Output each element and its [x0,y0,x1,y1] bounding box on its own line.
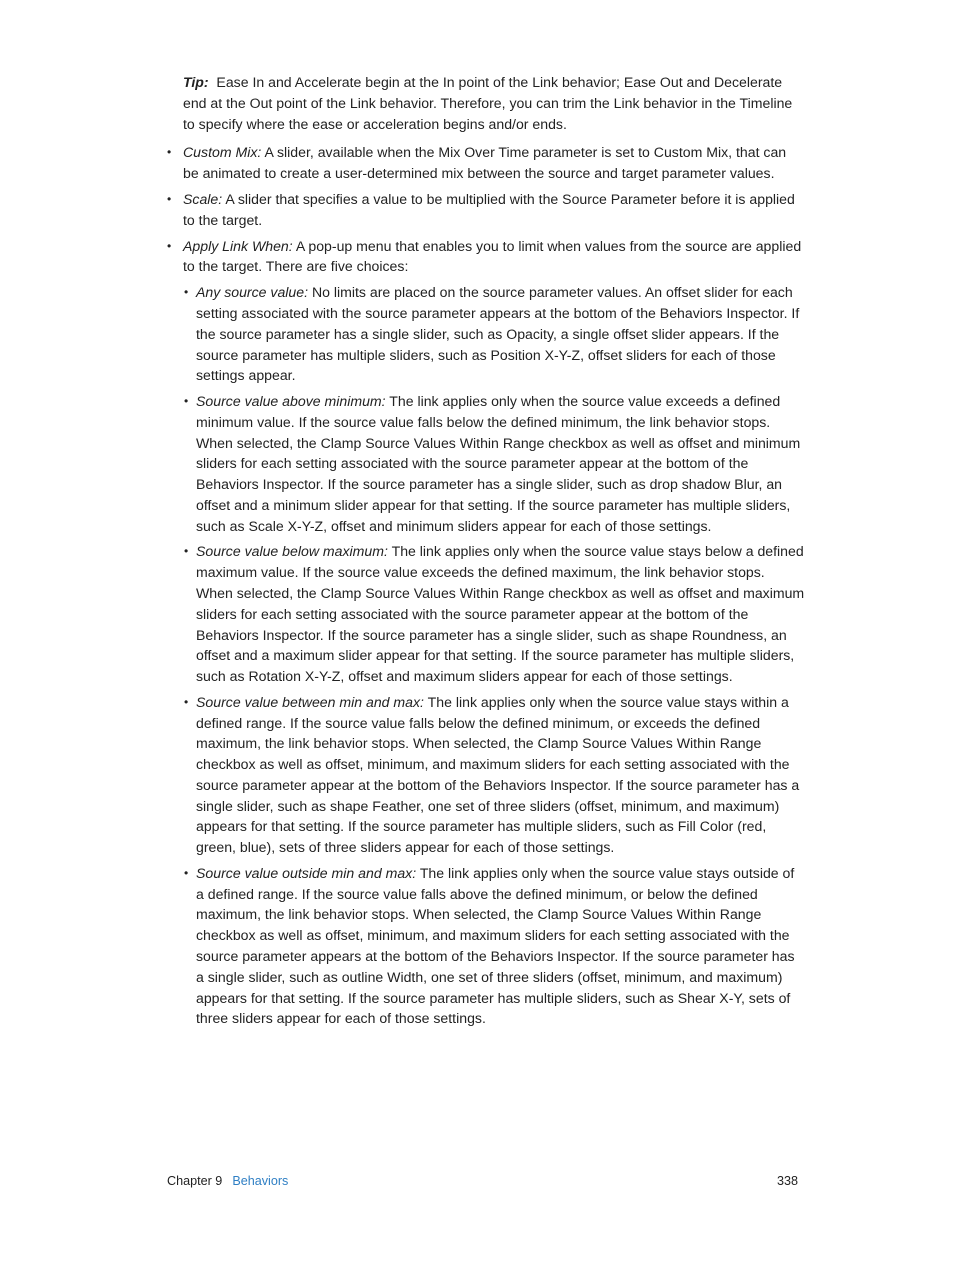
choice-below-maximum [183,541,805,687]
choice-outside-min-max [183,863,805,1029]
choice-term: Any source value: [196,284,309,301]
page-number: 338 [776,1174,798,1188]
choice-text: The link applies only when the source value exceeds a defined minimum value. If the source value falls below the defined minimum, the link behavior stops. When selected, the Clamp Source Values Within Range checkbox as well as offset and minimum sliders for each setting associated with the source parameter appear at the bottom of the Behaviors Inspector. If the source parameter has a single slider, such as drop shadow Blur, an offset and a minimum slider appear for that setting. If the source parameter has multiple sliders, such as Scale X-Y-Z, offset and minimum sliders appear for each of those settings. [196,392,801,534]
list-item-text: A slider that specifies a value to be multiplied with the Source Parameter before it is applied to the target. [183,190,795,228]
choice-list [183,282,805,1029]
tip-paragraph [183,72,805,134]
list-item-custom-mix [165,142,805,184]
choice-term: Source value below maximum: [196,543,388,560]
list-item-scale [165,189,805,231]
page-content [165,72,805,1034]
list-item-term: Apply Link When: [183,237,293,254]
list-item-term: Scale: [183,190,223,207]
choice-term: Source value between min and max: [196,693,424,710]
choice-text: No limits are placed on the source parameter values. An offset slider for each setting associated with the source parameter appears at the bottom of the Behaviors Inspector. If the source parameter has a single slider, such as Opacity, a single offset slider appears. If the source parameter has multiple sliders, such as Position X-Y-Z, offset sliders for each of those settings appear. [196,284,800,384]
list-item-text: A slider, available when the Mix Over Time parameter is set to Custom Mix, that can be animated to create a user-determined mix between the source and target parameter values. [183,144,787,182]
list-item-text: A pop-up menu that enables you to limit when values from the source are applied to the target. There are five choices: [183,237,802,275]
choice-text: The link applies only when the source value stays below a defined maximum value. If the source value exceeds the defined maximum, the link behavior stops. When selected, the Clamp Source Values Within Range checkbox as well as offset and maximum sliders for each setting associated with the source parameter appear at the bottom of the Behaviors Inspector. If the source parameter has a single slider, such as shape Roundness, an offset and a maximum slider appear for that setting. If the source parameter has multiple sliders, such as Rotation X-Y-Z, offset and maximum sliders appear for each of those settings. [196,543,805,685]
choice-text: The link applies only when the source value stays within a defined range. If the source value falls below the defined minimum, or exceeds the defined maximum, the link behavior stops. When selected, the Clamp Source Values Within Range checkbox as well as offset, minimum, and maximum sliders for each setting associated with the source parameter appear at the bottom of the Behaviors Inspector. If the source parameter has a single slider, such as shape Feather, one set of three sliders (offset, minimum, and maximum) appears for that setting. If the source parameter has multiple sliders, such as Fill Color (red, green, blue), sets of three sliders appear for each of those settings. [196,693,800,856]
page-footer [167,1172,798,1190]
list-item-term: Custom Mix: [183,144,262,161]
parameter-list [165,142,805,1029]
tip-label: Tip: [183,74,209,90]
choice-term: Source value outside min and max: [196,864,417,881]
choice-text: The link applies only when the source value stays outside of a defined range. If the source value falls above the defined minimum, or below the defined maximum, the link behavior stops. When selected, the Clamp Source Values Within Range checkbox as well as offset, minimum, and maximum sliders for each setting associated with the source parameter appears at the bottom of the Behaviors Inspector. If the source parameter has a single slider, such as outline Width, one set of three sliders (offset, minimum, and maximum) appears for that setting. If the source parameter has multiple sliders, such as Shear X-Y, sets of three sliders appear for each of those settings. [196,864,795,1027]
choice-between-min-max [183,692,805,858]
choice-term: Source value above minimum: [196,392,386,409]
footer-chapter: Chapter 9 [167,1174,223,1188]
choice-any-source-value [183,282,805,386]
footer-section-link[interactable]: Behaviors [232,1174,289,1188]
tip-text: Ease In and Accelerate begin at the In point of the Link behavior; Ease Out and Decelerate end at the Out point of the Link behavior. Therefore, you can trim the Link behavior in the Timeline to specify where the ease or acceleration begins and/or ends. [183,74,793,132]
list-item-apply-link-when [165,236,805,1030]
choice-above-minimum [183,391,805,537]
